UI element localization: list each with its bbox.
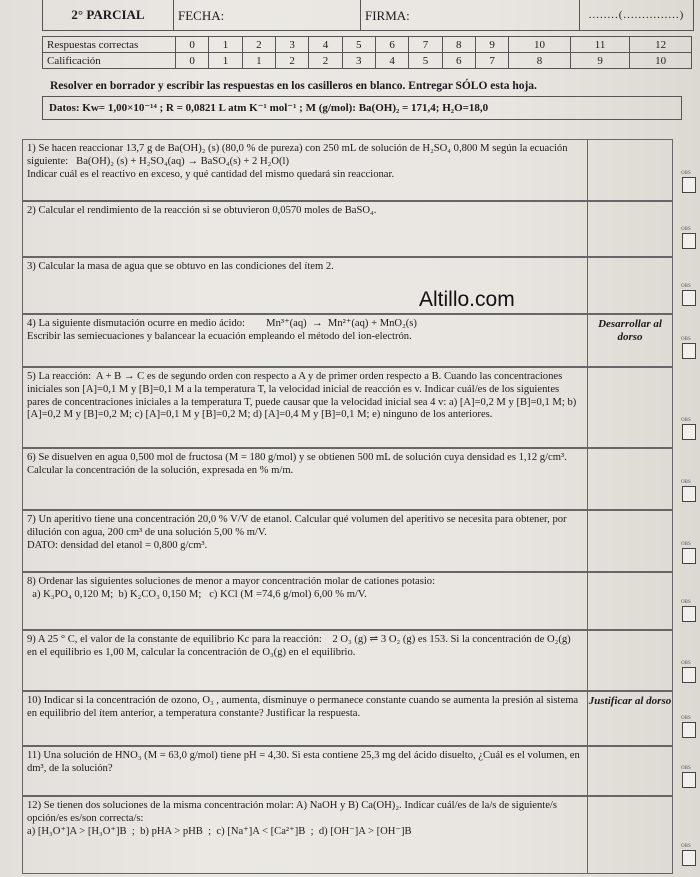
correct-cell: 5 bbox=[342, 37, 375, 53]
question-8: 8) Ordenar las siguientes soluciones de menor a mayor concentración molar de cationes potasio: a) K₃PO₄ 0,120 M; b) K₂CO₃ 0,150 M; c) KCl (M =74,6 g/mol) 6,00 % m/V. bbox=[22, 572, 588, 630]
grade-cell: 8 bbox=[509, 53, 571, 69]
correct-cell: 10 bbox=[509, 37, 571, 53]
checkbox-tag: OBS bbox=[681, 844, 691, 849]
checkbox-tag: OBS bbox=[681, 337, 691, 342]
correct-cell: 9 bbox=[475, 37, 508, 53]
grade-cell: 4 bbox=[375, 53, 408, 69]
checkbox-tag: OBS bbox=[681, 171, 691, 176]
question-6: 6) Se disuelven en agua 0,500 mol de fructosa (M = 180 g/mol) y se obtienen 500 mL de solución cuya densidad es 1,12 g/cm³. Calcular la concentración de la solución, expresada en % m/m. bbox=[22, 448, 588, 510]
correct-cell: 8 bbox=[442, 37, 475, 53]
grade-cell: 10 bbox=[630, 53, 692, 69]
correct-answers-label: Respuestas correctas bbox=[43, 37, 176, 53]
grade-table bbox=[42, 36, 692, 69]
answer-box-2[interactable] bbox=[588, 201, 673, 257]
correct-cell: 12 bbox=[630, 37, 692, 53]
date-field[interactable]: FECHA: bbox=[174, 0, 361, 30]
grade-cell: 0 bbox=[176, 53, 209, 69]
answer-box-1[interactable] bbox=[588, 139, 673, 201]
correct-cell: 11 bbox=[570, 37, 629, 53]
question-5: 5) La reacción: A + B → C es de segundo orden con respecto a A y de primer orden respecto a B. Cuando las concentraciones iniciales son [A]=0,1 M y [B]=0,1 M a la temperatura T, la velocidad inicial de reacción es v. Indicar cuál/es de los siguientes pares de concentraciones iniciales a la temperatura T, puede causar que la velocidad inicial sea 4 v: a) [A]=0,2 M y [B]=0,1 M; b) [A]=0,2 M y [B]=0,2 M; c) [A]=0,1 M y [B]=0,2 M; d) [A]=0,4 M y [B]=0,1 M; e) ninguno de los anteriores. bbox=[22, 367, 588, 448]
grade-cell: 1 bbox=[242, 53, 275, 69]
question-checkbox[interactable] bbox=[682, 233, 696, 249]
checkbox-tag: OBS bbox=[681, 600, 691, 605]
question-checkbox[interactable] bbox=[682, 343, 696, 359]
watermark: Altillo.com bbox=[419, 288, 515, 311]
answer-box-3[interactable] bbox=[588, 257, 673, 314]
answer-box-7[interactable] bbox=[588, 510, 673, 572]
grade-label: Calificación bbox=[43, 53, 176, 69]
question-9: 9) A 25 ° C, el valor de la constante de equilibrio Kc para la reacción: 2 O₃ (g) ⇌ 3 O₂ (g) es 153. Si la concentración de O₂(g) en el equilibrio es 1,00 M, calcular la concentración de O₃(g) en el equilibrio. bbox=[22, 630, 588, 691]
grade-row bbox=[43, 53, 692, 69]
answer-box-10[interactable]: Justificar al dorso bbox=[588, 691, 673, 746]
question-checkbox[interactable] bbox=[682, 667, 696, 683]
checkbox-tag: OBS bbox=[681, 716, 691, 721]
question-checkbox[interactable] bbox=[682, 850, 696, 866]
question-checkbox[interactable] bbox=[682, 548, 696, 564]
question-checkbox[interactable] bbox=[682, 290, 696, 306]
checkbox-tag: OBS bbox=[681, 227, 691, 232]
question-10: 10) Indicar si la concentración de ozono, O₃ , aumenta, disminuye o permanece constante cuando se aumenta la presión al sistema en equilibrio del ítem anterior, a temperatura constante? Justificar la respuesta. bbox=[22, 691, 588, 746]
question-checkbox[interactable] bbox=[682, 772, 696, 788]
answer-box-4[interactable]: Desarrollar al dorso bbox=[588, 314, 673, 367]
correct-cell: 0 bbox=[176, 37, 209, 53]
answer-box-6[interactable] bbox=[588, 448, 673, 510]
checkbox-tag: OBS bbox=[681, 480, 691, 485]
grade-cell: 7 bbox=[475, 53, 508, 69]
grade-cell: 1 bbox=[209, 53, 242, 69]
question-checkbox[interactable] bbox=[682, 722, 696, 738]
question-11: 11) Una solución de HNO₃ (M = 63,0 g/mol) tiene pH = 4,30. Si esta contiene 25,3 mg del ácido disuelto, ¿Cuál es el volumen, en dm³, de la solución? bbox=[22, 746, 588, 796]
checkbox-tag: OBS bbox=[681, 661, 691, 666]
question-7: 7) Un aperitivo tiene una concentración 20,0 % V/V de etanol. Calcular qué volumen del aperitivo se necesita para obtener, por dilución con agua, 200 cm³ de una solución 5,00 % m/V. DATO: densidad del etanol = 0,800 g/cm³. bbox=[22, 510, 588, 572]
question-3: 3) Calcular la masa de agua que se obtuvo en las condiciones del ítem 2. bbox=[22, 257, 588, 314]
question-2: 2) Calcular el rendimiento de la reacción si se obtuvieron 0,0570 moles de BaSO₄. bbox=[22, 201, 588, 257]
correct-answers-row bbox=[43, 37, 692, 53]
data-box: Datos: Kw= 1,00×10⁻¹⁴ ; R = 0,0821 L atm K⁻¹ mol⁻¹ ; M (g/mol): Ba(OH)₂ = 171,4; H₂O=18,0 bbox=[42, 96, 682, 120]
question-checkbox[interactable] bbox=[682, 606, 696, 622]
answer-box-9[interactable] bbox=[588, 630, 673, 691]
grade-cell: 9 bbox=[570, 53, 629, 69]
correct-cell: 3 bbox=[275, 37, 308, 53]
exam-header bbox=[42, 0, 694, 31]
answer-box-12[interactable] bbox=[588, 796, 673, 874]
signature-field[interactable]: FIRMA: bbox=[361, 0, 580, 30]
checkbox-tag: OBS bbox=[681, 284, 691, 289]
answer-box-11[interactable] bbox=[588, 746, 673, 796]
grade-cell: 3 bbox=[342, 53, 375, 69]
answer-box-8[interactable] bbox=[588, 572, 673, 630]
correct-cell: 6 bbox=[375, 37, 408, 53]
correct-cell: 1 bbox=[209, 37, 242, 53]
question-12: 12) Se tienen dos soluciones de la misma concentración molar: A) NaOH y B) Ca(OH)₂. Indicar cuál/es de la/s de siguiente/s opción/es es/son correcta/s: a) [H₃O⁺]A > [H₃O⁺]B ; b) pHA > pHB ; c) [Na⁺]A < [Ca²⁺]B ; d) [OH⁻]A > [OH⁻]B bbox=[22, 796, 588, 874]
question-checkbox[interactable] bbox=[682, 486, 696, 502]
correct-cell: 2 bbox=[242, 37, 275, 53]
checkbox-tag: OBS bbox=[681, 542, 691, 547]
grade-cell: 5 bbox=[409, 53, 442, 69]
exam-title: 2° PARCIAL bbox=[43, 0, 174, 30]
question-checkbox[interactable] bbox=[682, 424, 696, 440]
checkbox-tag: OBS bbox=[681, 418, 691, 423]
question-1: 1) Se hacen reaccionar 13,7 g de Ba(OH)₂ (s) (80,0 % de pureza) con 250 mL de solución de H₂SO₄ 0,800 M según la ecuación siguiente: Ba(OH)₂ (s) + H₂SO₄(aq) → BaSO₄(s) + 2 H₂O(l) Indicar cuál es el reactivo en exceso, y qué cantidad del mismo quedará sin reaccionar. bbox=[22, 139, 588, 201]
correct-cell: 7 bbox=[409, 37, 442, 53]
checkbox-tag: OBS bbox=[681, 766, 691, 771]
question-4: 4) La siguiente dismutación ocurre en medio ácido: Mn³⁺(aq) → Mn²⁺(aq) + MnO₂(s) Escribir las semiecuaciones y balancear la ecuación empleando el método del ion-electrón. bbox=[22, 314, 588, 367]
grade-field[interactable]: ........(...............) bbox=[588, 9, 685, 21]
instructions: Resolver en borrador y escribir las respuestas en los casilleros en blanco. Entregar SÓLO esta hoja. bbox=[50, 80, 537, 92]
answer-box-5[interactable] bbox=[588, 367, 673, 448]
grade-cell: 2 bbox=[275, 53, 308, 69]
question-checkbox[interactable] bbox=[682, 177, 696, 193]
correct-cell: 4 bbox=[309, 37, 342, 53]
grade-cell: 6 bbox=[442, 53, 475, 69]
grade-cell: 2 bbox=[309, 53, 342, 69]
